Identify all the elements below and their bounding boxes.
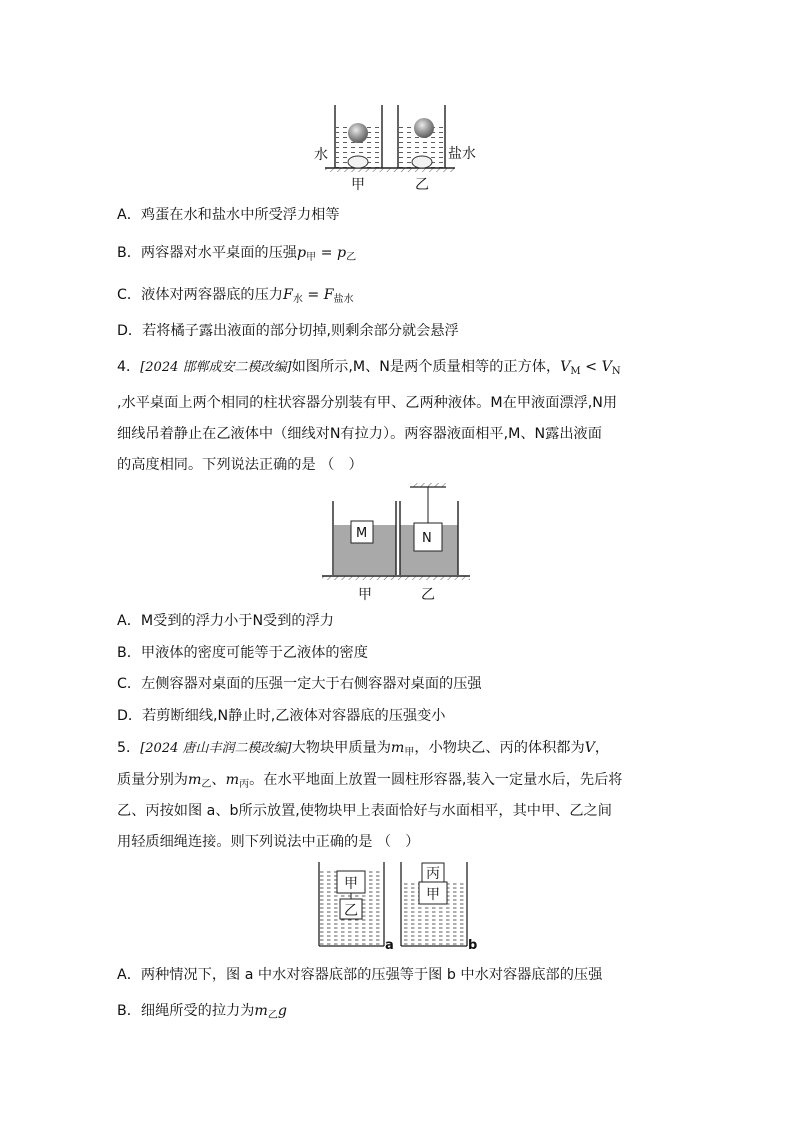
q3-p-jia: $p_甲$ bbox=[296, 245, 317, 263]
label-a: a bbox=[385, 938, 394, 953]
orange-right bbox=[414, 118, 434, 138]
q5-option-b bbox=[117, 1001, 287, 1026]
label-jia: 甲 bbox=[351, 177, 365, 193]
q3-option-c-text: C．液体对两容器底的压力 bbox=[117, 287, 283, 303]
q4-option-d: D．若剪断细线,N静止时,乙液体对容器底的压强变小 bbox=[117, 708, 446, 724]
label-b: b bbox=[468, 938, 478, 953]
q5-stem-line3: 乙、丙按如图 a、b所示放置,使物块甲上表面恰好与水面相平，其中甲、乙之间 bbox=[117, 803, 612, 819]
q5-v: V bbox=[584, 740, 595, 756]
q4-stem-line2: ,水平桌面上两个相同的柱状容器分别装有甲、乙两种液体。M在甲液面漂浮,N用 bbox=[117, 395, 618, 411]
q4-stem-line1 bbox=[117, 357, 621, 382]
q3-option-d: D．若将橘子露出液面的部分切掉,则剩余部分就会悬浮 bbox=[117, 323, 459, 339]
q5-m-jia: $m_甲$ bbox=[390, 740, 415, 758]
q3-option-b-text: B．两容器对水平桌面的压强 bbox=[117, 245, 297, 261]
q5-stem-line1: 5．[2024 唐山丰润二模改编]大物块甲质量为$m_甲$，小物块乙、丙的体积都为V， bbox=[117, 740, 610, 758]
label-yi-2: 乙 bbox=[421, 587, 435, 603]
q4-option-b: B．甲液体的密度可能等于乙液体的密度 bbox=[117, 645, 368, 661]
q3-option-c bbox=[117, 285, 354, 310]
label-jia-b: 甲 bbox=[426, 887, 440, 903]
q5-stem-line4: 用轻质细绳连接。则下列说法中正确的是 （ ） bbox=[117, 834, 420, 850]
q5-m-bing: $m_丙$ bbox=[225, 772, 250, 790]
q3-eq-b: = bbox=[316, 245, 337, 261]
figure-cubes-mn bbox=[318, 483, 478, 603]
figure-egg-containers bbox=[310, 100, 485, 195]
label-jia-2: 甲 bbox=[358, 587, 372, 603]
q5-stem-line2: 质量分别为$m_乙$、$m_丙$。在水平地面上放置一圆柱形容器,装入一定量水后，先后将 bbox=[117, 772, 623, 790]
q5-option-b-text: B．细绳所受的拉力为 bbox=[117, 1003, 255, 1019]
label-jia-a: 甲 bbox=[344, 876, 358, 892]
label-saltwater: 盐水 bbox=[448, 146, 476, 162]
q4-line1-text: 如图所示,M、N是两个质量相等的正方体， bbox=[291, 359, 561, 375]
figure-blocks-ab bbox=[312, 858, 487, 953]
label-water: 水 bbox=[314, 147, 328, 163]
q3-f-water: $F_水$ bbox=[282, 287, 303, 305]
q3-option-a: A．鸡蛋在水和盐水中所受浮力相等 bbox=[117, 207, 340, 223]
q4-vn: $V_N$ bbox=[601, 359, 621, 377]
q4-number: 4． bbox=[117, 359, 141, 375]
q4-option-a: A．M受到的浮力小于N受到的浮力 bbox=[117, 613, 334, 629]
q4-stem-line4: 的高度相同。下列说法正确的是 （ ） bbox=[117, 457, 363, 473]
q5-source: [2024 唐山丰润二模改编] bbox=[140, 741, 292, 756]
q4-source: [2024 邯郸成安二模改编] bbox=[140, 360, 292, 375]
q4-stem-line3: 细线吊着静止在乙液体中（细线对N有拉力）。两容器液面相平,M、N露出液面 bbox=[117, 426, 602, 442]
q3-p-yi: $p_乙$ bbox=[337, 245, 357, 263]
orange-left bbox=[348, 123, 368, 143]
q4-option-c: C．左侧容器对桌面的压强一定大于右侧容器对桌面的压强 bbox=[117, 676, 482, 692]
q3-f-salt: $F_{盐水}$ bbox=[323, 287, 354, 305]
label-yi-a: 乙 bbox=[344, 903, 358, 919]
egg-right bbox=[412, 156, 432, 168]
cube-n-label: N bbox=[422, 531, 432, 546]
cube-m-label: M bbox=[356, 526, 368, 541]
q5-m-yi: $m_乙$ bbox=[187, 772, 212, 790]
q5-m-yi-g: $m_乙g$ bbox=[254, 1003, 287, 1021]
q3-eq-c: = bbox=[302, 287, 324, 303]
egg-left bbox=[348, 156, 368, 168]
q5-number: 5． bbox=[117, 740, 141, 756]
q3-option-b bbox=[117, 243, 356, 268]
q5-option-a: A．两种情况下，图 a 中水对容器底部的压强等于图 b 中水对容器底部的压强 bbox=[117, 967, 603, 983]
q4-vm: $V_M$ bbox=[560, 359, 581, 377]
q4-lt: < bbox=[580, 359, 602, 375]
label-bing-b: 丙 bbox=[426, 866, 440, 882]
label-yi: 乙 bbox=[415, 177, 429, 193]
